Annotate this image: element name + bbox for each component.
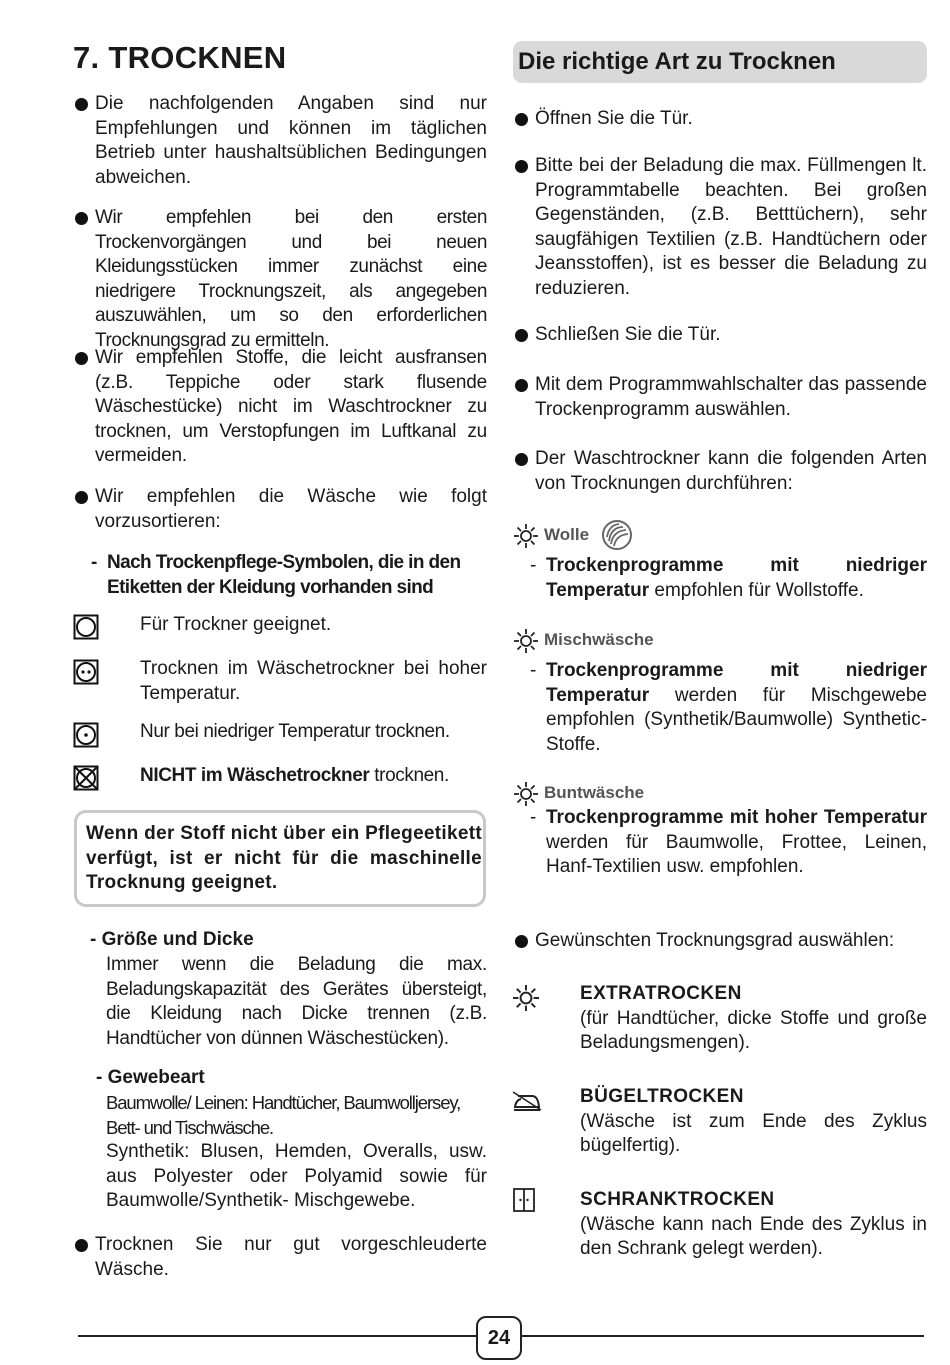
list-item: Trocknen Sie nur gut vorgeschleuderte Wäsche.	[75, 1233, 487, 1282]
wardrobe-icon	[513, 1188, 535, 1212]
bullet-icon	[515, 453, 528, 466]
list-item: Der Waschtrockner kann die folgenden Arten von Trocknungen durchführen:	[515, 447, 927, 496]
list-item: Mit dem Programmwahlschalter das passende Trockenprogramm auswählen.	[515, 373, 927, 422]
program-name: Wolle	[544, 525, 590, 544]
list-item: Wir empfehlen bei den ersten Trockenvorgängen und bei neuen Kleidungsstücken immer zunächst eine niedrigere Trocknungszeit, als angegeben auszuwählen, um so den erforderlichen Trocknungsgrad zu ermitteln.	[75, 206, 487, 353]
note-text: Wenn der Stoff nicht über ein Pflegeetikett verfügt, ist er nicht für die maschinelle Trocknung geeignet.	[86, 823, 482, 893]
program-name: Buntwäsche	[544, 783, 645, 802]
bullet-icon	[515, 379, 528, 392]
wool-icon	[601, 519, 633, 551]
size-text: Immer wenn die Beladung die max. Beladungskapazität des Gerätes übersteigt, die Kleidung nach Dicke trennen (z.B. Handtücher von dünnen Wäschestücken).	[106, 954, 487, 1049]
list-item: Die nachfolgenden Angaben sind nur Empfehlungen und können im täglichen Betrieb unter haushaltsüblichen Bedingungen abweichen.	[75, 92, 487, 190]
program-description: - Trockenprogramme mit niedriger Temperatur werden für Mischgewebe empfohlen (Synthetik/Baumwolle) Synthetic-Stoffe.	[530, 660, 927, 755]
page-number: 24	[476, 1316, 522, 1360]
list-item: Schließen Sie die Tür.	[515, 323, 927, 348]
size-heading: - Größe und Dicke	[90, 929, 254, 950]
bullet-icon	[515, 329, 528, 342]
sun-icon	[514, 782, 538, 806]
note-box	[74, 810, 486, 907]
tumble-dry-high-icon	[73, 659, 99, 685]
drying-grade: EXTRATROCKEN (für Handtücher, dicke Stoffe und große Beladungsmengen).	[580, 983, 927, 1053]
list-item: Bitte bei der Beladung die max. Füllmengen lt. Programmtabelle beachten. Bei großen Gegenständen, (z.B. Betttüchern), sehr saugfähigen Textilien (z.B. Handtüchern oder Jeansstoffen), ist es besser die Beladung zu reduzieren.	[515, 154, 927, 301]
program-description: - Trockenprogramme mit niedriger Temperatur empfohlen für Wollstoffe.	[530, 555, 927, 601]
bullet-icon	[515, 935, 528, 948]
sun-icon	[514, 524, 538, 548]
symbol-description: Nur bei niedriger Temperatur trocknen.	[140, 721, 450, 742]
bullet-icon	[75, 352, 88, 365]
iron-icon	[512, 1090, 542, 1112]
drying-grade: BÜGELTROCKEN (Wäsche ist zum Ende des Zyklus bügelfertig).	[580, 1086, 927, 1156]
fabric-heading: - Gewebeart	[96, 1067, 205, 1088]
bullet-icon	[75, 491, 88, 504]
list-item: Gewünschten Trocknungsgrad auswählen:	[515, 929, 927, 954]
section-title: Die richtige Art zu Trocknen	[518, 48, 836, 75]
program-name: Mischwäsche	[544, 630, 654, 649]
fabric-text-synthetic: Synthetik: Blusen, Hemden, Overalls, usw. aus Polyester oder Polyamid sowie für Baumwolle/Synthetik- Mischgewebe.	[106, 1141, 487, 1211]
footer-divider	[78, 1335, 476, 1337]
section-header	[513, 41, 927, 83]
program-description: - Trockenprogramme mit hoher Temperatur werden für Baumwolle, Frottee, Leinen, Hanf-Textilien usw. empfohlen.	[530, 807, 927, 877]
tumble-dry-low-icon	[73, 722, 99, 748]
list-item: Wir empfehlen die Wäsche wie folgt vorzusortieren:	[75, 485, 487, 534]
symbol-description: Trocknen im Wäschetrockner bei hoher Temperatur.	[140, 658, 487, 704]
list-item: Öffnen Sie die Tür.	[515, 107, 927, 132]
bullet-icon	[75, 212, 88, 225]
bullet-icon	[515, 160, 528, 173]
sun-icon	[514, 629, 538, 653]
sun-icon	[513, 985, 539, 1011]
section-title: 7. TROCKNEN	[73, 40, 287, 75]
tumble-dry-icon	[73, 614, 99, 640]
sort-criterion: - Nach Trockenpflege-Symbolen, die in den Etiketten der Kleidung vorhanden sind	[91, 552, 461, 598]
footer-divider	[522, 1335, 924, 1337]
fabric-text-cotton: Baumwolle/ Leinen: Handtücher, Baumwolljersey, Bett- und Tischwäsche.	[106, 1092, 461, 1138]
list-item: Wir empfehlen Stoffe, die leicht ausfransen (z.B. Teppiche oder stark flusende Wäschestücke) nicht im Waschtrockner zu trocknen, um Verstopfungen im Luftkanal zu vermeiden.	[75, 346, 487, 469]
bullet-icon	[75, 1239, 88, 1252]
do-not-tumble-dry-icon	[73, 765, 99, 791]
bullet-icon	[75, 98, 88, 111]
symbol-description: NICHT im Wäschetrockner trocknen.	[140, 765, 449, 786]
symbol-description: Für Trockner geeignet.	[140, 614, 332, 635]
drying-grade: SCHRANKTROCKEN (Wäsche kann nach Ende des Zyklus in den Schrank gelegt werden).	[580, 1189, 927, 1259]
bullet-icon	[515, 113, 528, 126]
